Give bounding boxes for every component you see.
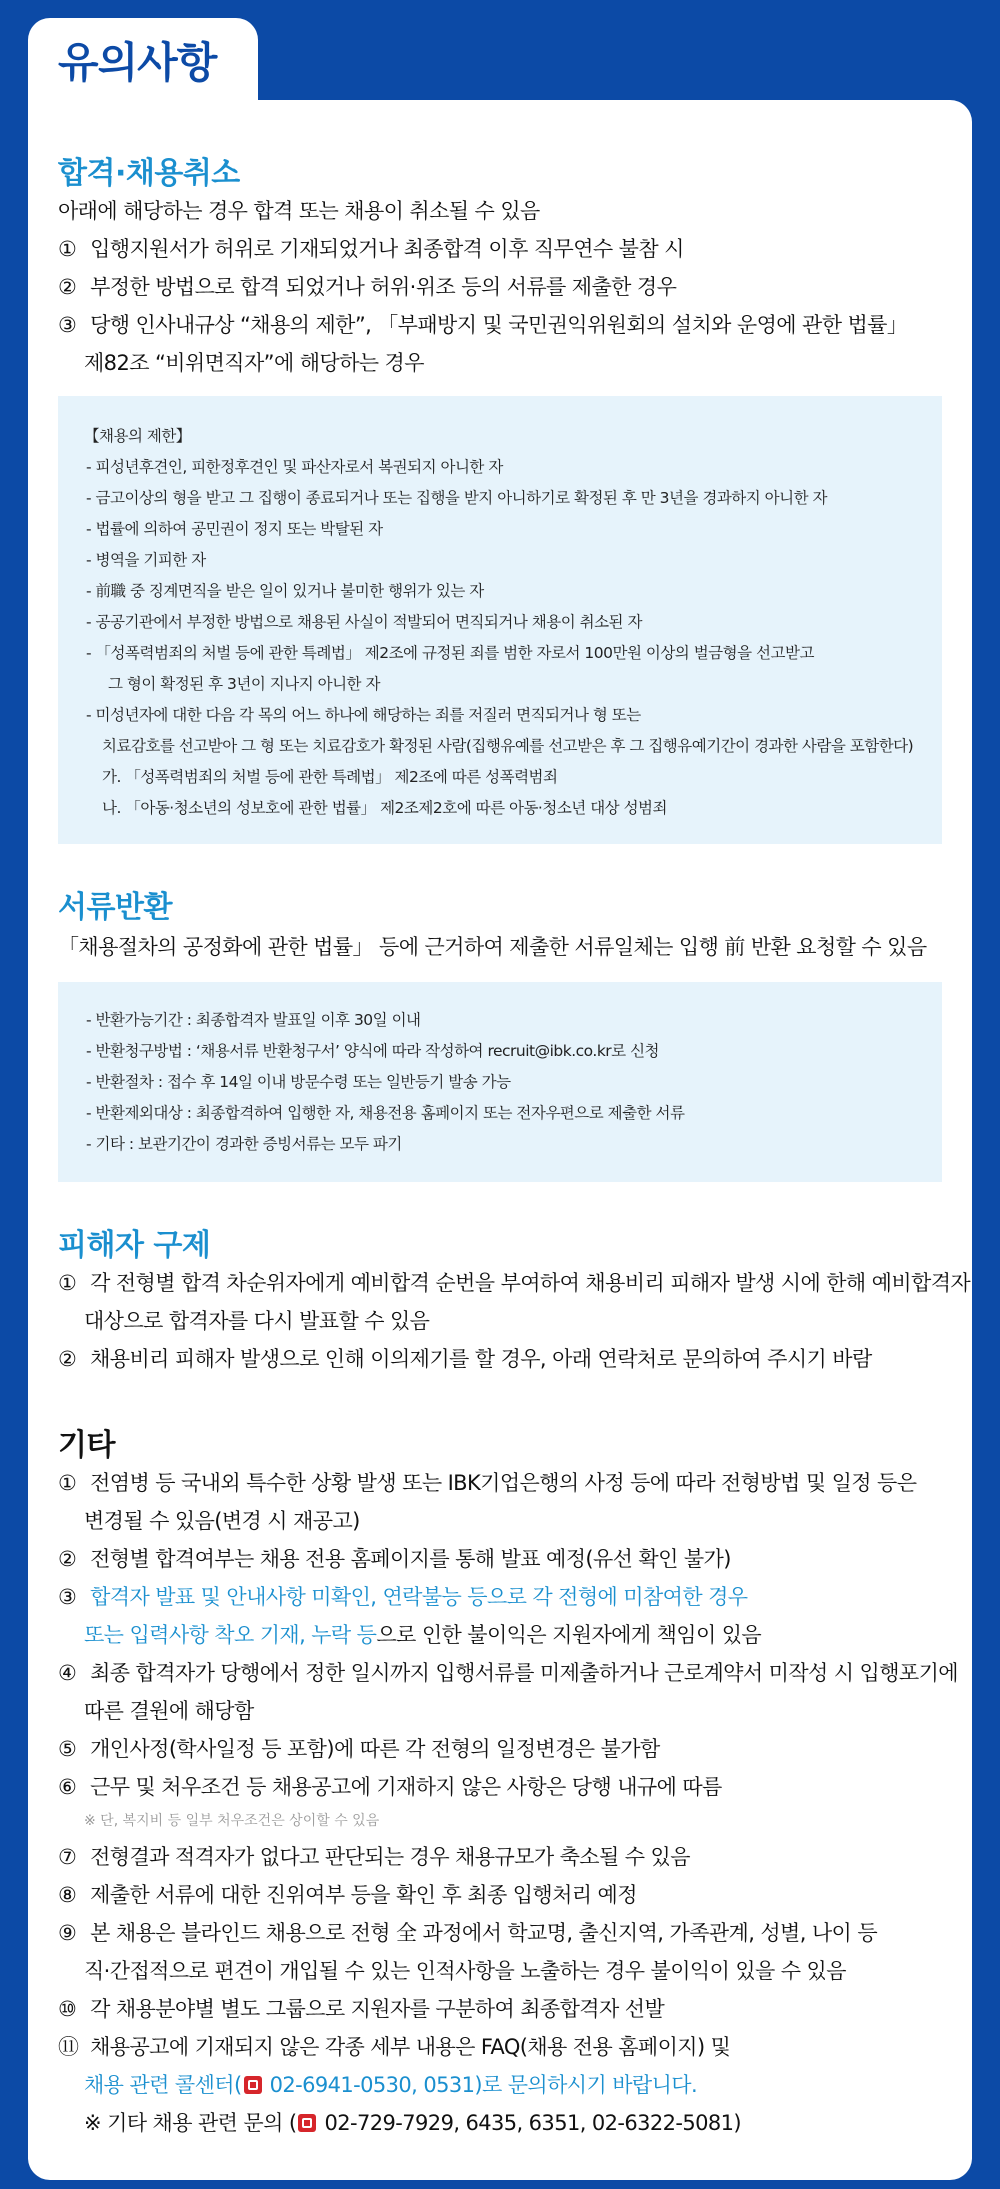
etc-item xyxy=(58,2032,730,2062)
etc-item-continuation: 직·간접적으로 편견이 개입될 수 있는 인적사항을 노출하는 경우 불이익이 있을 수 있음 xyxy=(84,1959,846,1983)
item-number: ② xyxy=(58,275,77,299)
section-title-etc: 기타 xyxy=(58,1428,115,1463)
other-inquiry-text: ※ 기타 채용 관련 문의 ( xyxy=(84,2111,297,2135)
etc-item xyxy=(58,1994,664,2024)
etc-item xyxy=(58,1918,877,1948)
etc-note: ※ 단, 복지비 등 일부 처우조건은 상이할 수 있음 xyxy=(84,1813,380,1829)
restriction-line: 가. 「성폭력범죄의 처벌 등에 관한 특례법」 제2조에 따른 성폭력범죄 xyxy=(102,768,558,786)
item-number: ⑦ xyxy=(58,1845,77,1869)
item-text: 입행지원서가 허위로 기재되었거나 최종합격 이후 직무연수 불참 시 xyxy=(90,237,684,261)
phone-icon xyxy=(244,2076,262,2094)
restriction-line: - 금고이상의 형을 받고 그 집행이 종료되거나 또는 집행을 받지 아니하기로 확정된 후 만 3년을 경과하지 아니한 자 xyxy=(86,489,828,507)
other-inquiry-number: 02-729-7929, 6435, 6351, 02-6322-5081) xyxy=(318,2111,742,2135)
item-text: 각 전형별 합격 차순위자에게 예비합격 순번을 부여하여 채용비리 피해자 발생 시에 한해 예비합격자 xyxy=(90,1271,971,1295)
restriction-heading: 【채용의 제한】 xyxy=(84,427,191,445)
cancel-item xyxy=(58,310,907,340)
etc-item xyxy=(58,1582,747,1612)
etc-item-continuation xyxy=(84,1620,761,1650)
restriction-line: - 공공기관에서 부정한 방법으로 채용된 사실이 적발되어 면직되거나 채용이 취소된 자 xyxy=(86,613,642,631)
item-number: ① xyxy=(58,1471,77,1495)
item-text: 전형별 합격여부는 채용 전용 홈페이지를 통해 발표 예정(유선 확인 불가) xyxy=(90,1547,731,1571)
item-text: 최종 합격자가 당행에서 정한 일시까지 입행서류를 미제출하거나 근로계약서 미작성 시 입행포기에 xyxy=(90,1661,958,1685)
item-text: 각 채용분야별 별도 그룹으로 지원자를 구분하여 최종합격자 선발 xyxy=(90,1997,665,2021)
restriction-line: - 병역을 기피한 자 xyxy=(86,551,206,569)
return-box xyxy=(58,982,942,1182)
restriction-box xyxy=(58,396,942,844)
etc-item xyxy=(58,1734,660,1764)
section-title-victim: 피해자 구제 xyxy=(58,1228,211,1263)
other-inquiry-line xyxy=(84,2108,741,2138)
return-line: - 반환가능기간 : 최종합격자 발표일 이후 30일 이내 xyxy=(86,1011,421,1029)
callcenter-line xyxy=(84,2070,697,2100)
item-number: ② xyxy=(58,1547,77,1571)
phone-icon xyxy=(298,2114,316,2132)
item-text: 본 채용은 블라인드 채용으로 전형 全 과정에서 학교명, 출신지역, 가족관계, 성별, 나이 등 xyxy=(90,1921,878,1945)
item-text: 채용비리 피해자 발생으로 인해 이의제기를 할 경우, 아래 연락처로 문의하여 주시기 바람 xyxy=(90,1347,872,1371)
item-text: 채용공고에 기재되지 않은 각종 세부 내용은 FAQ(채용 전용 홈페이지) 및 xyxy=(90,2035,731,2059)
restriction-line: - 「성폭력범죄의 처벌 등에 관한 특례법」 제2조에 규정된 죄를 범한 자로서 100만원 이상의 벌금형을 선고받고 xyxy=(86,644,814,662)
restriction-line: 나. 「아동·청소년의 성보호에 관한 법률」 제2조제2호에 따른 아동·청소년 대상 성범죄 xyxy=(102,799,667,817)
item-number: ⑥ xyxy=(58,1775,77,1799)
restriction-line: - 법률에 의하여 공민권이 정지 또는 박탈된 자 xyxy=(86,520,383,538)
return-line: - 반환절차 : 접수 후 14일 이내 방문수령 또는 일반등기 발송 가능 xyxy=(86,1073,511,1091)
etc-item-continuation: 변경될 수 있음(변경 시 재공고) xyxy=(84,1509,360,1533)
item-number: ⑤ xyxy=(58,1737,77,1761)
restriction-line: - 피성년후견인, 피한정후견인 및 파산자로서 복권되지 아니한 자 xyxy=(86,458,503,476)
item-text: 전형결과 적격자가 없다고 판단되는 경우 채용규모가 축소될 수 있음 xyxy=(90,1845,690,1869)
etc-item xyxy=(58,1880,637,1910)
item-number: ① xyxy=(58,237,77,261)
section-title-cancel: 합격·채용취소 xyxy=(58,156,240,191)
restriction-line: - 前職 중 징계면직을 받은 일이 있거나 불미한 행위가 있는 자 xyxy=(86,582,484,600)
item-number: ① xyxy=(58,1271,77,1295)
restriction-line: - 미성년자에 대한 다음 각 목의 어느 하나에 해당하는 죄를 저질러 면직되거나 형 또는 xyxy=(86,706,641,724)
cancel-item xyxy=(58,234,684,264)
victim-item-continuation: 대상으로 합격자를 다시 발표할 수 있음 xyxy=(84,1309,430,1333)
return-intro: 「채용절차의 공정화에 관한 법률」 등에 근거하여 제출한 서류일체는 입행 前 반환 요청할 수 있음 xyxy=(58,935,927,959)
return-line: - 반환청구방법 : ‘채용서류 반환청구서’ 양식에 따라 작성하여 recruit@ibk.co.kr로 신청 xyxy=(86,1042,660,1060)
page-title: 유의사항 xyxy=(58,38,217,87)
cancel-intro: 아래에 해당하는 경우 합격 또는 채용이 취소될 수 있음 xyxy=(58,199,540,223)
item-text: 으로 인한 불이익은 지원자에게 책임이 있음 xyxy=(376,1623,762,1647)
etc-item-continuation: 따른 결원에 해당함 xyxy=(84,1699,254,1723)
item-text: 전염병 등 국내외 특수한 상황 발생 또는 IBK기업은행의 사정 등에 따라 전형방법 및 일정 등은 xyxy=(90,1471,917,1495)
item-number: ③ xyxy=(58,1585,77,1609)
etc-item xyxy=(58,1842,690,1872)
section-title-return: 서류반환 xyxy=(58,890,172,925)
item-text: 부정한 방법으로 합격 되었거나 허위·위조 등의 서류를 제출한 경우 xyxy=(90,275,677,299)
cancel-item xyxy=(58,272,676,302)
item-text: 당행 인사내규상 “채용의 제한”, 「부패방지 및 국민권익위원회의 설치와 운영에 관한 법률」 xyxy=(90,313,908,337)
item-number: ⑧ xyxy=(58,1883,77,1907)
etc-item xyxy=(58,1658,958,1688)
item-number: ⑪ xyxy=(58,2035,79,2059)
cancel-item-continuation: 제82조 “비위면직자”에 해당하는 경우 xyxy=(84,351,424,375)
callcenter-number: 02-6941-0530, 0531)로 문의하시기 바랍니다. xyxy=(263,2073,698,2097)
item-text-highlight: 합격자 발표 및 안내사항 미확인, 연락불능 등으로 각 전형에 미참여한 경우 xyxy=(90,1585,748,1609)
victim-item xyxy=(58,1268,970,1298)
item-number: ④ xyxy=(58,1661,77,1685)
item-number: ③ xyxy=(58,313,77,337)
item-number: ⑩ xyxy=(58,1997,77,2021)
item-text: 제출한 서류에 대한 진위여부 등을 확인 후 최종 입행처리 예정 xyxy=(90,1883,637,1907)
item-text: 개인사정(학사일정 등 포함)에 따른 각 전형의 일정변경은 불가함 xyxy=(90,1737,660,1761)
item-number: ② xyxy=(58,1347,77,1371)
return-line: - 기타 : 보관기간이 경과한 증빙서류는 모두 파기 xyxy=(86,1135,402,1153)
etc-item xyxy=(58,1468,916,1498)
restriction-line: 치료감호를 선고받아 그 형 또는 치료감호가 확정된 사람(집행유예를 선고받은 후 그 집행유예기간이 경과한 사람을 포함한다) xyxy=(102,737,914,755)
etc-item xyxy=(58,1544,731,1574)
item-text-highlight: 또는 입력사항 착오 기재, 누락 등 xyxy=(84,1623,377,1647)
callcenter-text: 채용 관련 콜센터( xyxy=(84,2073,242,2097)
victim-item xyxy=(58,1344,872,1374)
return-line: - 반환제외대상 : 최종합격하여 입행한 자, 채용전용 홈페이지 또는 전자우편으로 제출한 서류 xyxy=(86,1104,685,1122)
item-text: 근무 및 처우조건 등 채용공고에 기재하지 않은 사항은 당행 내규에 따름 xyxy=(90,1775,722,1799)
item-number: ⑨ xyxy=(58,1921,77,1945)
restriction-line: 그 형이 확정된 후 3년이 지나지 아니한 자 xyxy=(108,675,380,693)
etc-item xyxy=(58,1772,722,1802)
